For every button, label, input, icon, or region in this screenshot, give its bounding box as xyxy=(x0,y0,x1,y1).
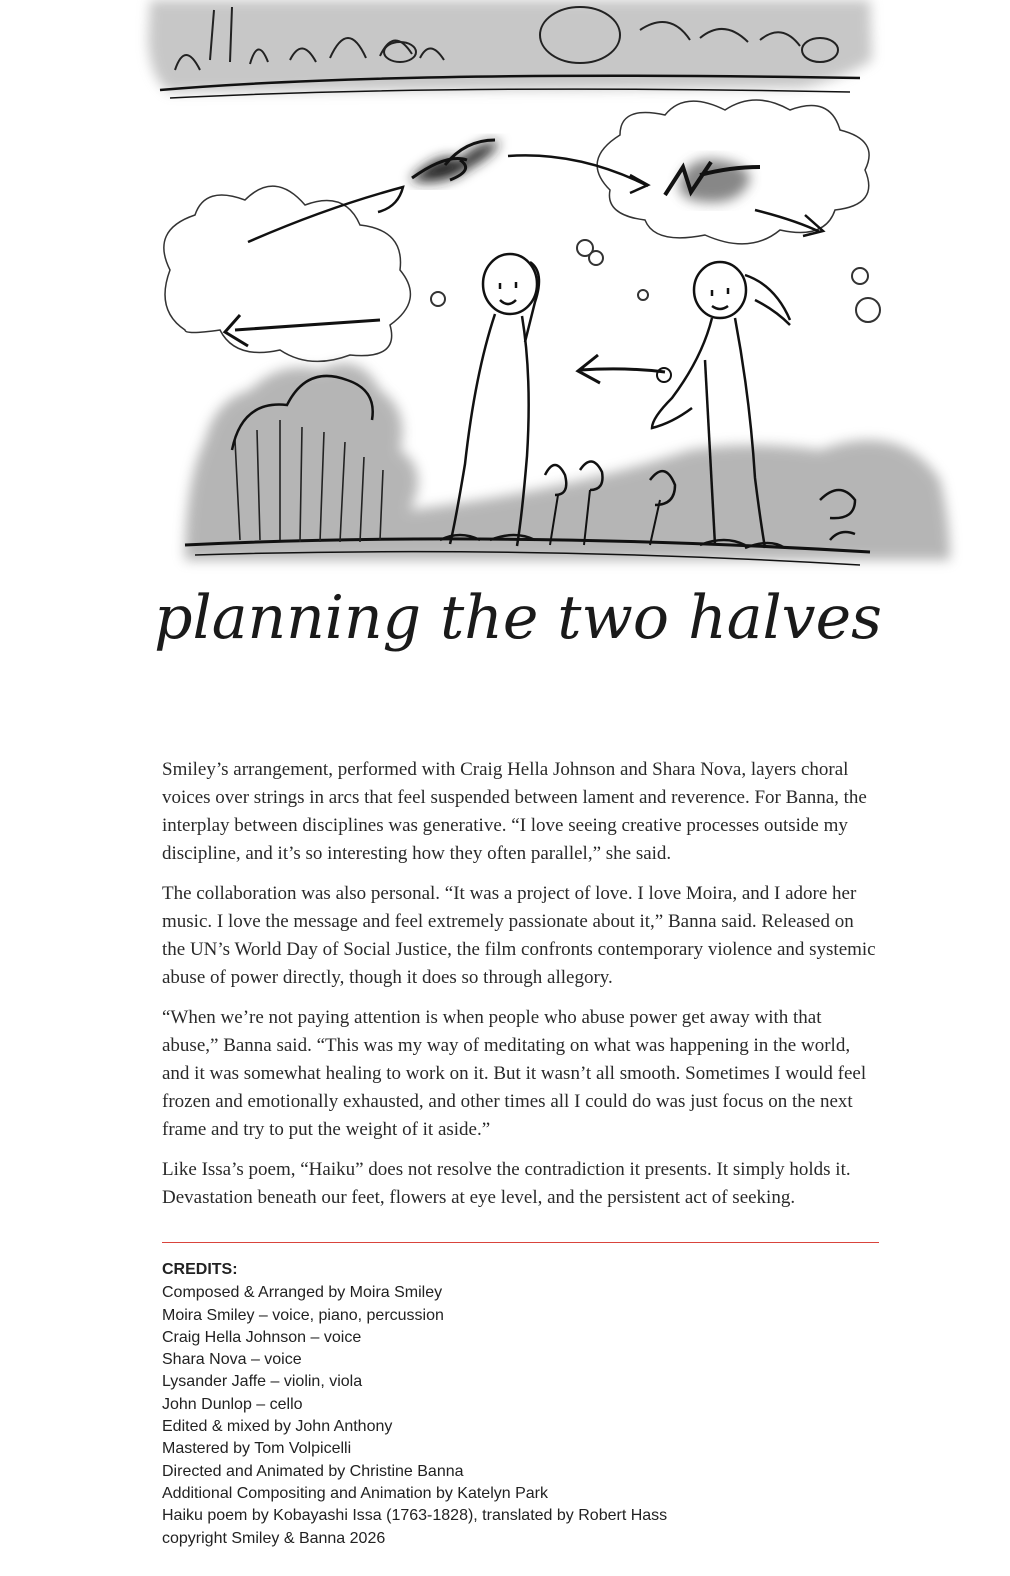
bushes-and-ground xyxy=(185,363,950,565)
storyboard-illustration xyxy=(0,0,1010,700)
credit-line: Craig Hella Johnson – voice xyxy=(162,1328,362,1346)
sketch-drawing xyxy=(0,0,1010,700)
credits-section xyxy=(162,1259,880,1550)
article-paragraph: Like Issa’s poem, “Haiku” does not resolve the contradiction it presents. It simply holds it. Devastation beneath our feet, flowers at eye level, and the persistent act of seeking. xyxy=(162,1159,851,1208)
credit-line: Directed and Animated by Christine Banna xyxy=(162,1462,464,1480)
credit-line: Additional Compositing and Animation by Katelyn Park xyxy=(162,1484,548,1502)
article-paragraph: Smiley’s arrangement, performed with Craig Hella Johnson and Shara Nova, layers choral voices over strings in arcs that feel suspended between lament and reverence. For Banna, the interplay between disciplines was generative. “I love seeing creative processes outside my discipline, and it’s so interesting how they often parallel,” she said. xyxy=(162,759,867,864)
credit-line: Edited & mixed by John Anthony xyxy=(162,1418,393,1436)
credit-line: Composed & Arranged by Moira Smiley xyxy=(162,1284,443,1302)
credit-line: Haiku poem by Kobayashi Issa (1763-1828), translated by Robert Hass xyxy=(162,1507,668,1525)
credit-line: John Dunlop – cello xyxy=(162,1395,303,1413)
thought-bubbles xyxy=(431,240,880,322)
article-paragraph: The collaboration was also personal. “It was a project of love. I love Moira, and I adore her music. I love the message and feel extremely passionate about it,” Banna said. Released on the UN’s World Day of Social Justice, the film confronts contemporary violence and systemic abuse of power directly, though it does so through allegory. xyxy=(162,883,876,988)
credits-title: CREDITS: xyxy=(162,1261,238,1278)
previous-panel-strip xyxy=(148,0,872,98)
credit-line: copyright Smiley & Banna 2026 xyxy=(162,1529,386,1547)
right-thought-cloud xyxy=(597,100,869,244)
illustration-caption: planning the two halves xyxy=(154,583,882,653)
credit-line: Lysander Jaffe – violin, viola xyxy=(162,1373,363,1391)
section-divider xyxy=(162,1242,879,1243)
article-paragraph: “When we’re not paying attention is when people who abuse power get away with that abuse,” Banna said. “This was my way of meditating on what was happening in the world, and it was somewhat healing to work on it. But it wasn’t all smooth. Sometimes I would feel frozen and emotionally exhausted, and other times all I could do was just focus on the next frame and try to put the weight of it aside.” xyxy=(162,1007,867,1140)
credit-line: Moira Smiley – voice, piano, percussion xyxy=(162,1306,444,1324)
left-thought-cloud xyxy=(164,186,411,361)
credit-line: Shara Nova – voice xyxy=(162,1351,302,1369)
article-body xyxy=(162,756,880,1224)
credit-line: Mastered by Tom Volpicelli xyxy=(162,1440,352,1458)
